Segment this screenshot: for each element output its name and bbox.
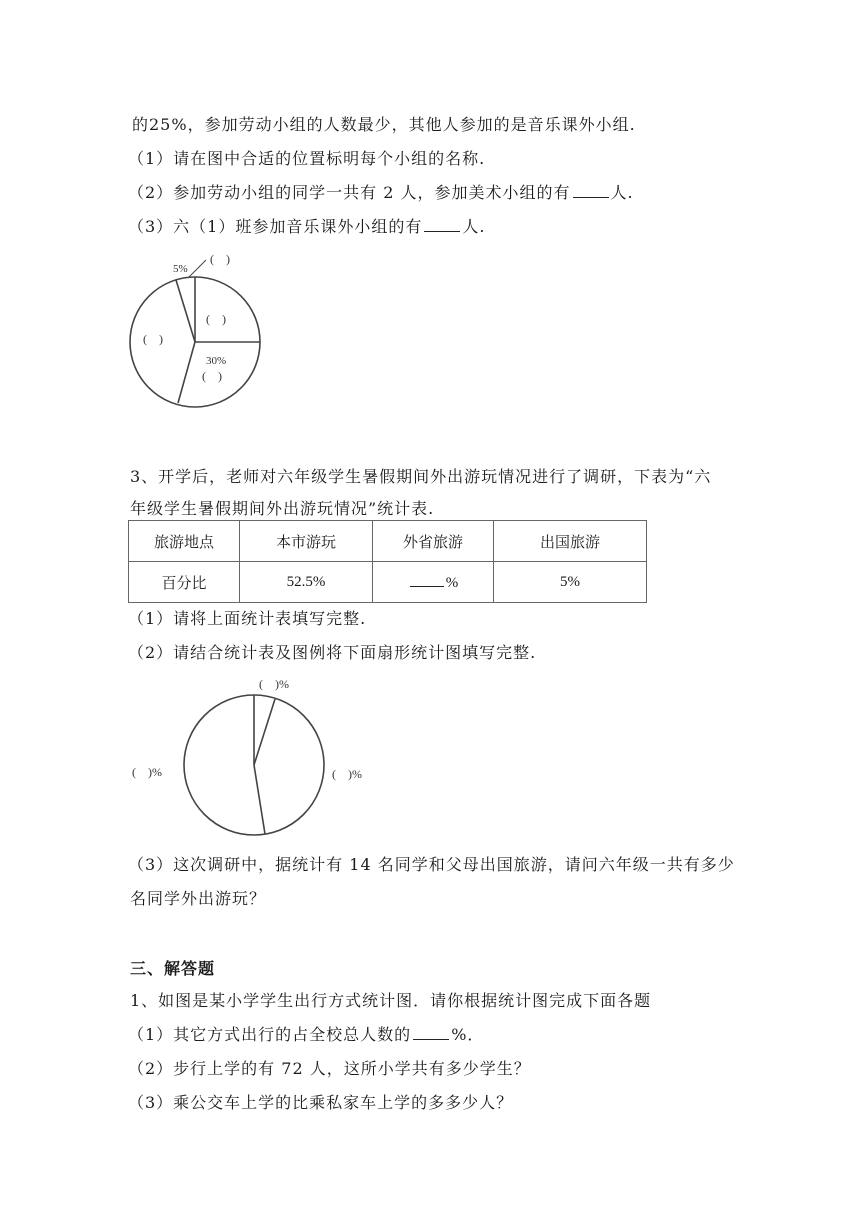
pie-label-blank: ( ) [143, 332, 163, 346]
pie-leader-line [188, 260, 206, 278]
pie-label-province: ( )% [332, 767, 362, 781]
s3-subquestion-3: （3）乘公交车上学的比乘私家车上学的多多少人？ [128, 1093, 514, 1112]
q2-pie-chart [120, 248, 280, 413]
q2-subquestion-1: （1）请在图中合适的位置标明每个小组的名称. [128, 149, 486, 168]
pie-label-blank: ( ) [206, 312, 226, 326]
q3-subquestion-3-line-1: （3）这次调研中，据统计有 14 名同学和父母出国旅游，请问六年级一共有多少 [128, 855, 735, 874]
answer-blank[interactable] [424, 217, 460, 232]
table-header-cell: 本市游玩 [240, 521, 373, 562]
s3-subquestion-1 [128, 1022, 484, 1045]
q2-s2-text: （2）参加劳动小组的同学一共有 2 人，参加美术小组的有 [128, 183, 571, 202]
pie-divider [178, 342, 195, 403]
pie-label-blank: ( ) [210, 252, 230, 266]
percent-sign: % [445, 575, 459, 591]
table-row-label: 百分比 [129, 562, 240, 603]
pie-divider [254, 699, 275, 765]
travel-stat-table [128, 520, 647, 603]
q3-line-1: 3、开学后，老师对六年级学生暑假期间外出游玩情况进行了调研，下表为“六 [130, 467, 712, 486]
s3-s1-suffix: %． [451, 1025, 485, 1044]
q2-subquestion-3 [128, 214, 485, 237]
pie-label-blank: ( ) [202, 369, 222, 383]
q3-pie-chart [126, 672, 386, 842]
q2-s2-suffix: 人. [610, 183, 634, 202]
table-header-cell: 外省旅游 [373, 521, 494, 562]
q3-subquestion-3-line-2: 名同学外出游玩？ [130, 889, 267, 908]
answer-blank[interactable] [410, 572, 444, 587]
table-row [129, 562, 647, 603]
answer-blank[interactable] [573, 183, 609, 198]
s3-subquestion-2: （2）步行上学的有 72 人，这所小学共有多少学生？ [128, 1059, 531, 1078]
table-header-cell: 旅游地点 [129, 521, 240, 562]
s3-question-1: 1、如图是某小学学生出行方式统计图．请你根据统计图完成下面各题 [130, 991, 652, 1010]
pie-label-local: ( )% [132, 765, 162, 779]
section-title: 三、解答题 [130, 959, 216, 978]
pie-label-30: 30% [206, 355, 227, 367]
pie-label-5: 5% [173, 263, 188, 275]
table-header-cell: 出国旅游 [494, 521, 647, 562]
pie-divider [176, 280, 195, 342]
s3-s1-text: （1）其它方式出行的占全校总人数的 [128, 1025, 412, 1044]
table-row [129, 521, 647, 562]
answer-blank[interactable] [413, 1025, 449, 1040]
table-cell-local: 52.5% [240, 562, 373, 603]
q2-s3-suffix: 人. [462, 217, 486, 236]
q2-intro: 的25%，参加劳动小组的人数最少，其他人参加的是音乐课外小组. [132, 115, 636, 134]
q3-line-2: 年级学生暑假期间外出游玩情况”统计表. [130, 499, 435, 518]
q2-s3-text: （3）六（1）班参加音乐课外小组的有 [128, 217, 423, 236]
q3-subquestion-2: （2）请结合统计表及图例将下面扇形统计图填写完整. [128, 643, 537, 662]
pie-label-abroad: ( )% [259, 677, 289, 691]
table-cell-abroad: 5% [494, 562, 647, 603]
q3-subquestion-1: （1）请将上面统计表填写完整. [128, 609, 367, 628]
table-cell-province [373, 562, 494, 603]
pie-divider [254, 765, 265, 834]
q2-subquestion-2 [128, 180, 634, 203]
